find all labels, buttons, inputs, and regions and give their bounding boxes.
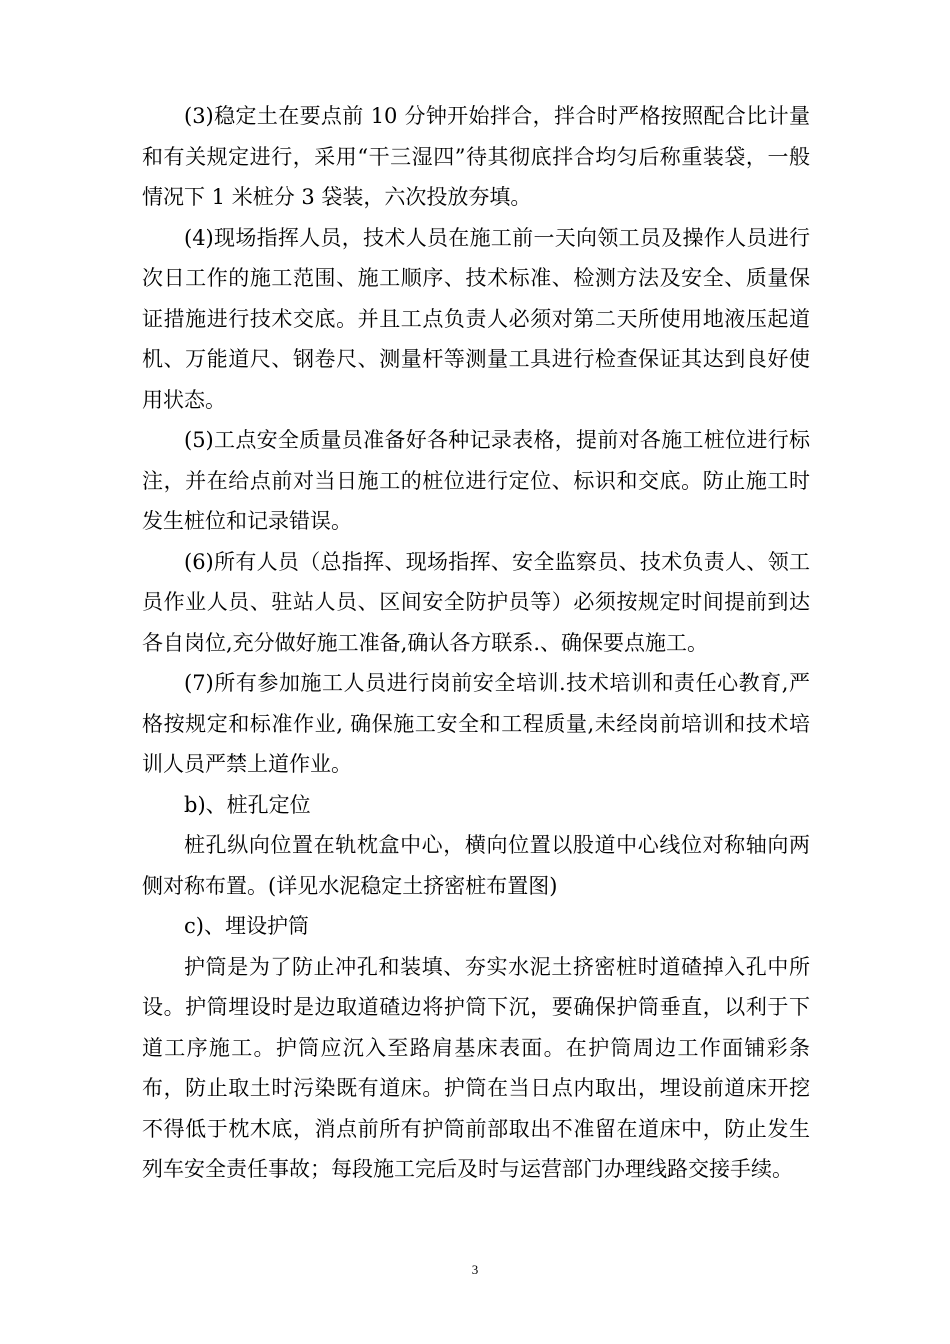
section-heading-pile-hole-positioning: b)、桩孔定位 [184,792,311,817]
paragraph-item-4: (4)现场指挥人员，技术人员在施工前一天向领工员及操作人员进行次日工作的施工范围、施工顺序、技术标准、检测方法及安全、质量保证措施进行技术交底。并且工点负责人必须对第二天所使用地液压起道机、万能道尺、钢卷尺、测量杆等测量工具进行检查保证其达到良好使用状态。 [142,225,810,412]
document-body [142,96,810,1190]
paragraph-casing-installation: 护筒是为了防止冲孔和装填、夯实水泥土挤密桩时道碴掉入孔中所设。护筒埋设时是边取道碴边将护筒下沉，要确保护筒垂直，以利于下道工序施工。护筒应沉入至路肩基床表面。在护筒周边工作面铺彩条布，防止取土时污染既有道床。护筒在当日点内取出，埋设前道床开挖不得低于枕木底，消点前所有护筒前部取出不准留在道床中，防止发生列车安全责任事故；每段施工完后及时与运营部门办理线路交接手续。 [142,954,810,1181]
paragraph-pile-hole-positioning: 桩孔纵向位置在轨枕盒中心，横向位置以股道中心线位对称轴向两侧对称布置。(详见水泥稳定土挤密桩布置图) [142,833,810,898]
paragraph-item-5: (5)工点安全质量员准备好各种记录表格，提前对各施工桩位进行标注，并在给点前对当日施工的桩位进行定位、标识和交底。防止施工时发生桩位和记录错误。 [142,428,810,533]
paragraph-item-3: (3)稳定土在要点前 10 分钟开始拌合，拌合时严格按照配合比计量和有关规定进行，采用“干三湿四”待其彻底拌合均匀后称重装袋，一般情况下 1 米桩分 3 袋装，六次投放夯填。 [142,104,810,209]
paragraph-item-6: (6)所有人员（总指挥、现场指挥、安全监察员、技术负责人、领工员作业人员、驻站人员、区间安全防护员等）必须按规定时间提前到达各自岗位,充分做好施工准备,确认各方联系.、确保要点施工。 [142,549,810,655]
page-number: 3 [471,1262,479,1277]
paragraph-item-7: (7)所有参加施工人员进行岗前安全培训.技术培训和责任心教育,严格按规定和标准作业, 确保施工安全和工程质量,未经岗前培训和技术培训人员严禁上道作业。 [142,671,810,776]
section-heading-casing-installation: c)、埋设护筒 [184,914,309,938]
